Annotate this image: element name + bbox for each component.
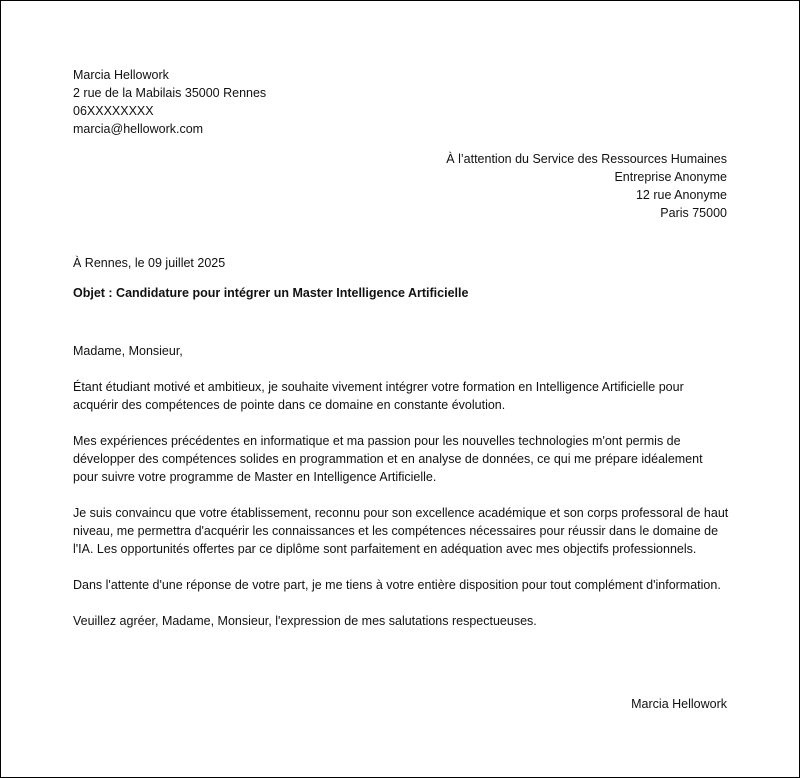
- letter-subject: Objet : Candidature pour intégrer un Master Intelligence Artificielle: [73, 286, 469, 300]
- sender-email: marcia@hellowork.com: [73, 122, 204, 136]
- letter-body: [73, 342, 729, 648]
- paragraph-experience: Mes expériences précédentes en informatique et ma passion pour les nouvelles technologies m'ont permis de développer des compétences solides en programmation et en analyse de données, ce qui me prépare idéalement pour suivre votre programme de Master en Intelligence Artificielle.: [73, 434, 703, 484]
- sender-phone: 06XXXXXXXX: [73, 104, 154, 118]
- recipient-city: Paris 75000: [660, 206, 727, 220]
- letter-date: À Rennes, le 09 juillet 2025: [73, 256, 226, 270]
- sender-block: [73, 66, 266, 138]
- paragraph-availability: Dans l'attente d'une réponse de votre part, je me tiens à votre entière disposition pour tout complément d'information.: [73, 578, 721, 592]
- signature: Marcia Hellowork: [631, 697, 727, 711]
- paragraph-intro: Étant étudiant motivé et ambitieux, je souhaite vivement intégrer votre formation en Intelligence Artificielle pour acquérir des compétences de pointe dans ce domaine en constante évolution.: [73, 380, 684, 412]
- paragraph-motivation: Je suis convaincu que votre établissement, reconnu pour son excellence académique et son corps professoral de haut niveau, me permettra d'acquérir les connaissances et les compétences nécessaires pour réussir dans le domaine de l'IA. Les opportunités offertes par ce diplôme sont parfaitement en adéquation avec mes objectifs professionnels.: [73, 506, 729, 556]
- recipient-attention: À l’attention du Service des Ressources Humaines: [446, 152, 727, 166]
- sender-name: Marcia Hellowork: [73, 68, 169, 82]
- recipient-company: Entreprise Anonyme: [614, 170, 727, 184]
- recipient-block: [446, 150, 727, 222]
- paragraph-closing: Veuillez agréer, Madame, Monsieur, l'expression de mes salutations respectueuses.: [73, 614, 537, 628]
- recipient-street: 12 rue Anonyme: [635, 188, 727, 202]
- greeting: Madame, Monsieur,: [73, 344, 183, 358]
- sender-address: 2 rue de la Mabilais 35000 Rennes: [73, 86, 267, 100]
